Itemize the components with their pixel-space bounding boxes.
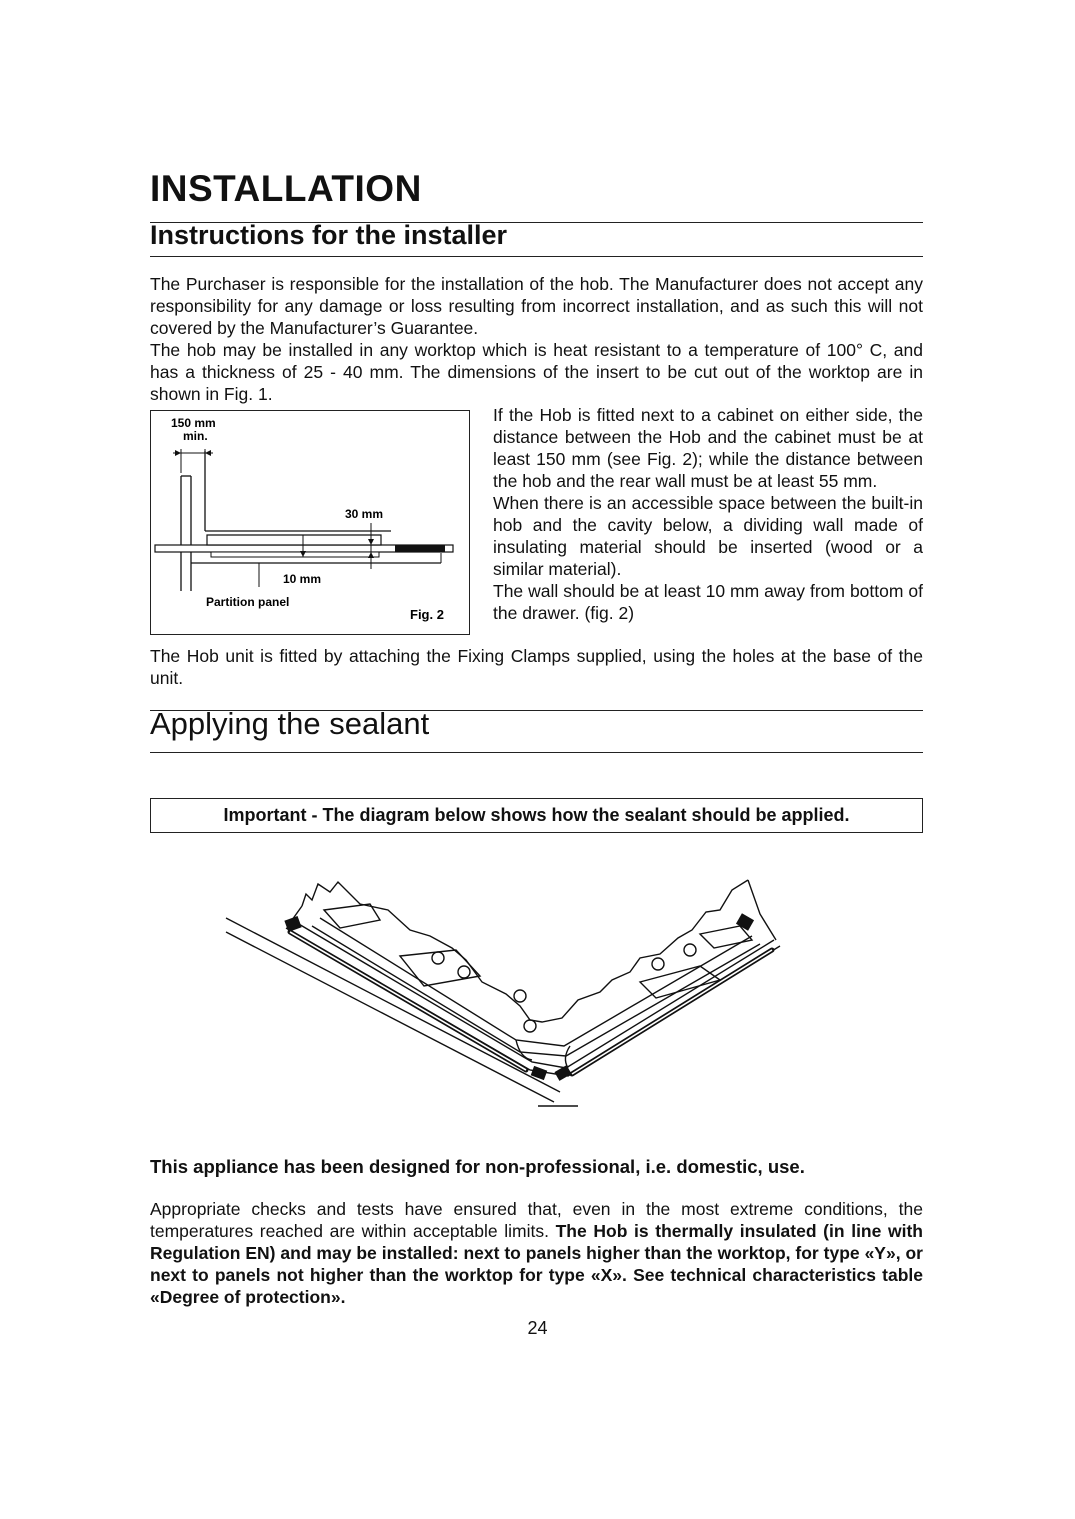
important-note-box bbox=[150, 798, 923, 833]
final-paragraph-bold: The Hob is thermally insulated (in line with Regulation EN) and may be installed: next to panels higher than the worktop, for type «Y», or next to panels not higher than the worktop for type «X». See technical characteristics table «Degree of protection». bbox=[150, 1221, 923, 1307]
section-title-installer: Instructions for the installer bbox=[150, 220, 508, 250]
side-paragraph-1: If the Hob is fitted next to a cabinet on either side, the distance between the Hob and the cabinet must be at least 150 mm (see Fig. 2); while the distance between the hob and the rear wall must be at least 55 mm. bbox=[493, 405, 923, 491]
sealant-heading: Applying the sealant bbox=[150, 706, 430, 741]
page-title: INSTALLATION bbox=[150, 168, 422, 209]
label-min: min. bbox=[183, 429, 208, 443]
label-150mm: 150 mm bbox=[171, 416, 216, 430]
side-paragraph-2: When there is an accessible space between the built-in hob and the cavity below, a dividing wall made of insulating material should be inserted (wood or a similar material). bbox=[493, 493, 923, 579]
side-text bbox=[493, 404, 923, 624]
important-note-text: Important - The diagram below shows how the sealant should be applied. bbox=[223, 805, 850, 825]
label-10mm: 10 mm bbox=[283, 572, 322, 586]
sealant-diagram-svg bbox=[220, 870, 800, 1130]
label-partition-panel: Partition panel bbox=[206, 595, 290, 609]
figure-2-diagram bbox=[150, 410, 470, 635]
final-paragraph bbox=[150, 1198, 923, 1308]
subtitle-rule bbox=[150, 256, 923, 257]
page-number: 24 bbox=[527, 1318, 548, 1338]
label-30mm: 30 mm bbox=[345, 507, 384, 521]
intro-paragraph-2: The hob may be installed in any worktop which is heat resistant to a temperature of 100° C, and has a thickness of 25 - 40 mm. The dimensions of the insert to be cut out of the worktop are in shown in Fig. 1. bbox=[150, 340, 923, 404]
sealant-diagram bbox=[220, 870, 800, 1130]
side-paragraph-3: The wall should be at least 10 mm away from bottom of the drawer. (fig. 2) bbox=[493, 581, 923, 623]
sealant-bottom-rule bbox=[150, 752, 923, 753]
figure-2-svg bbox=[151, 411, 469, 634]
fixing-paragraph: The Hob unit is fitted by attaching the Fixing Clamps supplied, using the holes at the base of the unit. bbox=[150, 646, 923, 688]
final-paragraph-normal: Appropriate checks and tests have ensured that, even in the most extreme conditions, the temperatures reached are within acceptable limits. bbox=[150, 1199, 923, 1241]
intro-paragraph-1: The Purchaser is responsible for the installation of the hob. The Manufacturer does not accept any responsibility for any damage or loss resulting from incorrect installation, and as such this will not covered by the Manufacturer’s Guarantee. bbox=[150, 274, 923, 338]
label-fig-2: Fig. 2 bbox=[410, 607, 444, 622]
domestic-use-note: This appliance has been designed for non-professional, i.e. domestic, use. bbox=[150, 1156, 805, 1177]
